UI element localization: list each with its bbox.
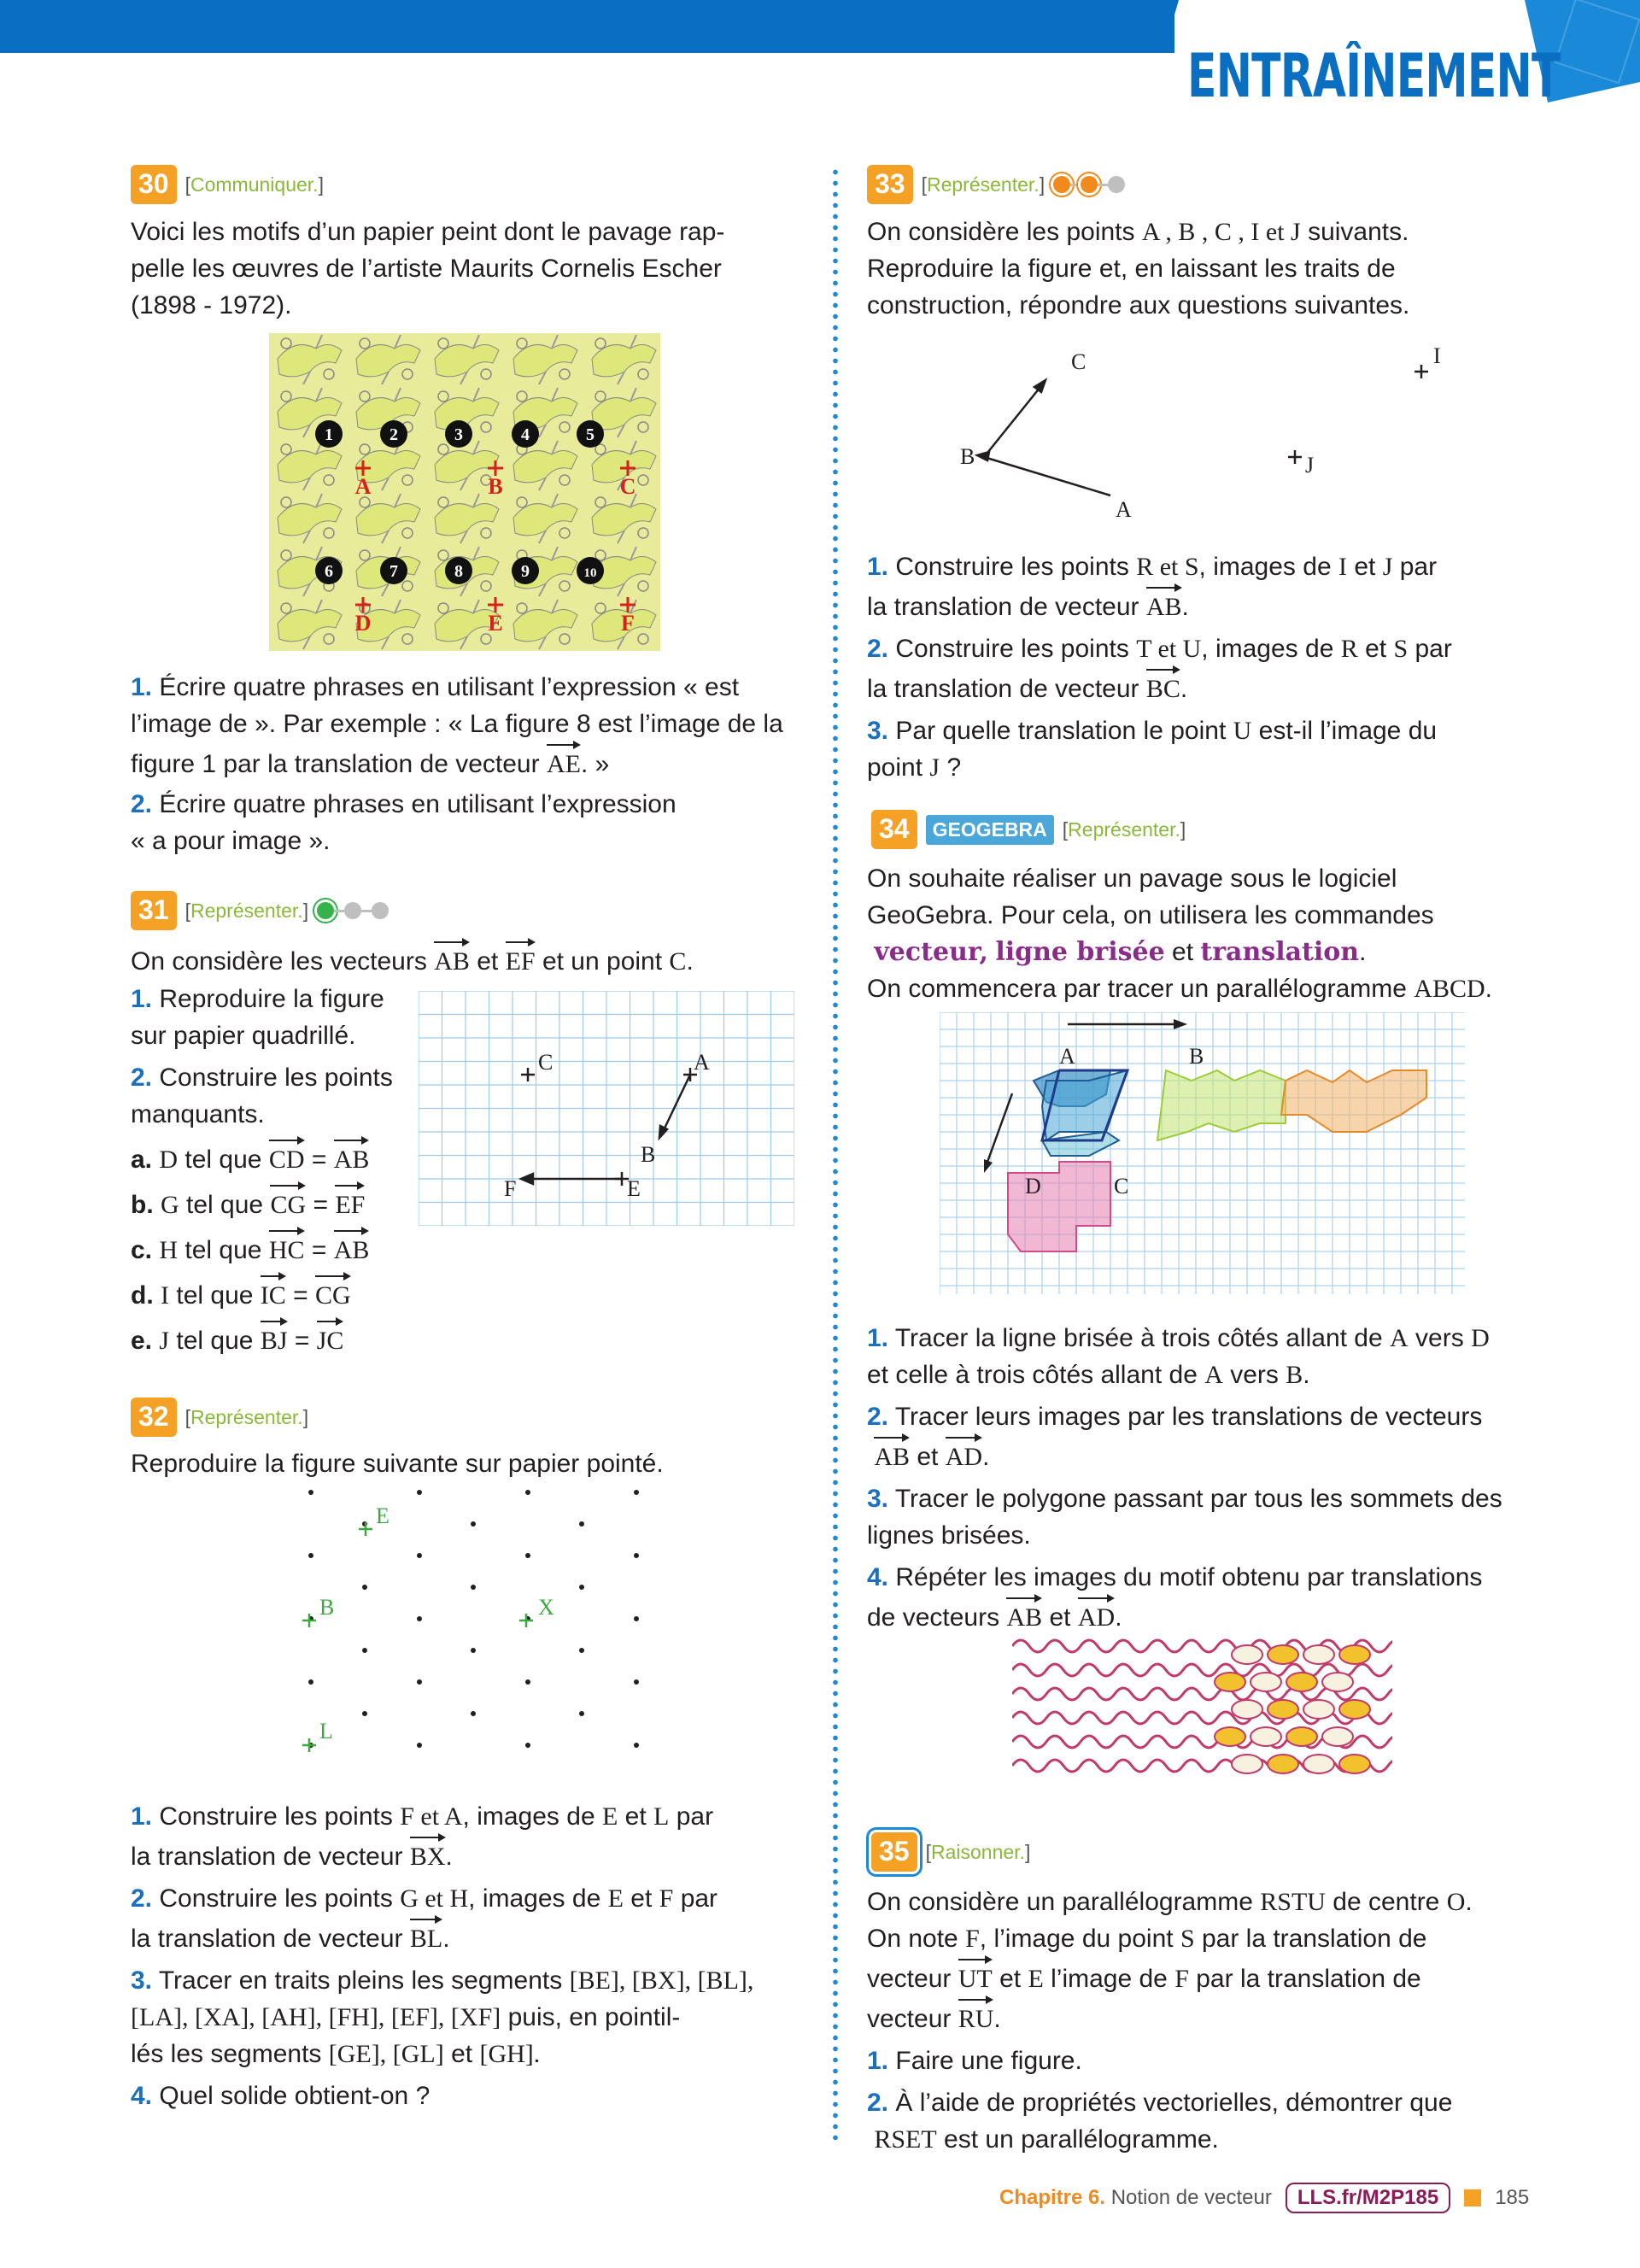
figure-number: 9: [521, 562, 530, 581]
exercise-33-header: [867, 165, 1125, 204]
exercise-31-header: [131, 891, 389, 930]
point-label: B: [488, 474, 503, 499]
figure-number: 2: [390, 425, 398, 444]
difficulty-indicator: [317, 902, 389, 919]
svg-text:X: X: [538, 1595, 554, 1620]
exercise-33-intro: On considère les points A , B , C , I et J suivants. Reproduire la figure et, en laissant les traits de construction, répondre aux questions suivantes.: [867, 218, 1410, 319]
svg-text:B: B: [319, 1595, 335, 1620]
svg-text:B: B: [960, 444, 975, 469]
exercise-32-questions: 1. Construire les points F et A, images de E et L par la translation de vecteur BX. 2. Construire les points G et H, images de E et F par la translation de vecteur BL. 3. Tracer en traits pleins les segments [BE], [BX], [BL], [LA], [XA], [AH], [FH], [EF], [XF] puis, en pointil- lés les segments [GE], [GL] et [GH]. 4. Quel solide obtient-on ?: [131, 1802, 754, 2110]
svg-text:F: F: [504, 1176, 517, 1201]
exercise-32-dot-figure: [290, 1482, 666, 1785]
exercise-30-questions: 1. Écrire quatre phrases en utilisant l’expression « est l’image de ». Par exemple : « La figure 8 est l’image de la figure 1 par la translation de vecteur AE. » 2. Écrire quatre phrases en utilisant l’expression « a pour image ».: [131, 673, 783, 855]
svg-text:C: C: [1114, 1174, 1129, 1198]
exercise-number: 31: [131, 891, 177, 930]
exercise-34-header: [871, 810, 1186, 849]
exercise-34-questions: 1. Tracer la ligne brisée à trois côtés allant de A vers D et celle à trois côtés allant de A vers B. 2. Tracer leurs images par les translations de vecteurs AB et AD. 3. Tracer le polygone passant par tous les sommets des lignes brisées. 4. Répéter les images du motif obtenu par translations de vecteurs AB et AD.: [867, 1320, 1502, 1636]
exercise-33-figure: [940, 337, 1469, 534]
condition-item: b. G tel que CG = EF: [131, 1183, 393, 1223]
exercise-34-tessellation-figure: [940, 1012, 1465, 1294]
svg-text:E: E: [376, 1503, 390, 1528]
exercise-number: 32: [131, 1398, 177, 1437]
exercise-32-intro: Reproduire la figure suivante sur papier pointé.: [131, 1450, 664, 1478]
exercise-34-intro: On souhaite réaliser un pavage sous le logiciel GeoGebra. Pour cela, on utilisera les commandes vecteur, ligne brisée et translation. On commencera par tracer un parallélogramme ABCD.: [867, 864, 1492, 1003]
figure-number: 7: [390, 562, 398, 581]
svg-text:B: B: [641, 1142, 656, 1167]
figure-number: 10: [583, 566, 597, 580]
exercise-31-grid-figure: [419, 991, 794, 1226]
exercise-number: 33: [867, 165, 913, 204]
page-marker: [1464, 2189, 1481, 2206]
geogebra-tag: GEOGEBRA: [926, 815, 1054, 845]
svg-text:A: A: [1116, 497, 1132, 522]
chapter-label: Chapitre 6. Notion de vecteur: [999, 2186, 1272, 2209]
vector-ae: AE: [547, 742, 581, 782]
figure-number: 4: [521, 425, 530, 444]
exercise-33-questions: 1. Construire les points R et S, images de I et J par la translation de vecteur AB. 2. Construire les points T et U, images de R et S par la translation de vecteur BC. 3. Par quelle translation le point U est-il l’image du point J ?: [867, 553, 1452, 782]
exercise-31-questions: 1. Reproduire la figure sur papier quadrillé. 2. Construire les points manquants. a. D tel que CD = AB b. G tel que CG = EF c. H tel que HC = AB d. I tel que IC = CG e. J tel que BJ = JC: [131, 981, 393, 1359]
exercise-number: 30: [131, 165, 177, 204]
point-label: D: [354, 611, 372, 636]
svg-text:C: C: [538, 1050, 554, 1075]
skill-tag: [Représenter.]: [184, 899, 309, 922]
bird-tessellation-image: [1012, 1636, 1392, 1781]
exercise-30-intro: Voici les motifs d’un papier peint dont le pavage rap- pelle les œuvres de l’artiste Maurits Cornelis Escher (1898 - 1972).: [131, 218, 725, 319]
escher-wallpaper-figure: [269, 333, 660, 651]
skill-tag: [Représenter.]: [184, 1405, 309, 1428]
svg-text:A: A: [694, 1050, 710, 1075]
condition-item: a. D tel que CD = AB: [131, 1138, 393, 1178]
page-footer: [999, 2183, 1529, 2213]
exercise-number: 34: [871, 810, 917, 849]
figure-number: 5: [586, 425, 594, 444]
header-band: [0, 0, 1174, 53]
svg-text:D: D: [1025, 1174, 1041, 1198]
condition-item: e. J tel que BJ = JC: [131, 1319, 393, 1359]
svg-text:B: B: [1189, 1044, 1204, 1069]
figure-number: 1: [325, 425, 333, 444]
exercise-32-header: [131, 1398, 308, 1437]
svg-text:I: I: [1433, 343, 1441, 368]
skill-tag: [Représenter.]: [1062, 818, 1186, 841]
exercise-31-intro: On considère les vecteurs AB et EF et un point C.: [131, 940, 694, 980]
svg-text:L: L: [319, 1719, 333, 1743]
exercise-30-header: [131, 165, 324, 204]
skill-tag: [Communiquer.]: [184, 173, 324, 196]
point-label: A: [354, 474, 372, 499]
svg-text:C: C: [1071, 349, 1086, 374]
figure-number: 8: [454, 562, 463, 581]
difficulty-indicator: [1053, 176, 1125, 193]
point-label: F: [621, 611, 635, 636]
point-label: E: [488, 611, 503, 636]
svg-text:J: J: [1305, 453, 1315, 478]
condition-item: c. H tel que HC = AB: [131, 1228, 393, 1269]
exercise-number: 35: [871, 1832, 917, 1872]
svg-text:A: A: [1059, 1044, 1075, 1069]
skill-tag: [Représenter.]: [921, 173, 1046, 196]
page-number: 185: [1495, 2186, 1530, 2209]
page-title: ENTRAÎNEMENT: [1187, 41, 1561, 111]
condition-item: d. I tel que IC = CG: [131, 1274, 393, 1314]
resource-link[interactable]: LLS.fr/M2P185: [1286, 2183, 1450, 2213]
exercise-35-header: [871, 1832, 1030, 1872]
exercise-35-body: On considère un parallélogramme RSTU de centre O. On note F, l’image du point S par la translation de vecteur UT et E l’image de F par la translation de vecteur RU. 1. Faire une figure. 2. À l’aide de propriétés vectorielles, démontrer que RSET est un parallélogramme.: [867, 1888, 1473, 2154]
skill-tag: [Raisonner.]: [925, 1840, 1031, 1863]
column-divider: [833, 167, 838, 2140]
header-band-end: [1163, 0, 1179, 53]
figure-number: 6: [325, 562, 333, 581]
point-label: C: [619, 474, 636, 499]
figure-number: 3: [454, 425, 463, 444]
svg-text:E: E: [627, 1176, 641, 1201]
